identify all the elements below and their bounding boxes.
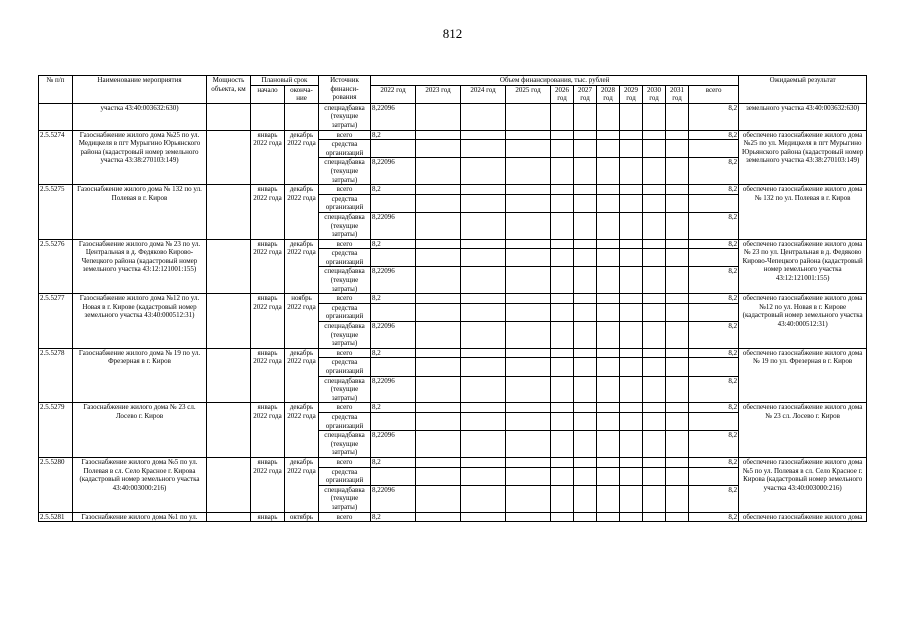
total-cell: 8,2 xyxy=(689,376,739,403)
source-cell: средства организаций xyxy=(319,249,371,267)
item-end: декабрь 2022 года xyxy=(285,403,319,458)
year-2022-cell: 8,2 xyxy=(371,457,416,467)
col-header-result: Ожидаемый результат xyxy=(739,76,867,104)
total-cell: 8,2 xyxy=(689,348,739,358)
item-number: 2.5.5274 xyxy=(39,130,73,185)
item-result: обеспечено газоснабжение жилого дома №12 по ул. Новая в г. Кирове (кадастровый номер земельного участка 43:40:000512:31) xyxy=(739,294,867,349)
item-number: 2.5.5279 xyxy=(39,403,73,458)
year-2022-cell: 8,2 xyxy=(371,403,416,413)
source-cell: спецнадбавка (текущие затраты) xyxy=(319,322,371,349)
year-2022-cell: 8,2 xyxy=(371,512,416,522)
source-cell: всего xyxy=(319,294,371,304)
year-2022-cell xyxy=(371,412,416,430)
source-cell: средства организаций xyxy=(319,358,371,376)
total-cell: 8,2 xyxy=(689,267,739,294)
continuation-y2022: 8,22096 xyxy=(371,103,416,130)
continuation-name: участка 43:40:003632:630) xyxy=(73,103,207,130)
year-2022-cell xyxy=(371,358,416,376)
source-cell: всего xyxy=(319,348,371,358)
year-2022-cell xyxy=(371,249,416,267)
item-start: январь 2022 года xyxy=(251,130,285,185)
year-2022-cell xyxy=(371,303,416,321)
col-header-year: 2031 год xyxy=(666,85,689,103)
table-row-partial xyxy=(39,512,867,522)
col-header-year: 2029 год xyxy=(620,85,643,103)
col-header-capacity: Мощность объекта, км xyxy=(207,76,251,104)
source-cell: средства организаций xyxy=(319,194,371,212)
table-row xyxy=(39,457,867,467)
table-row xyxy=(39,403,867,413)
year-2022-cell xyxy=(371,467,416,485)
total-cell: 8,2 xyxy=(689,185,739,195)
continuation-row xyxy=(39,103,867,130)
total-cell xyxy=(689,249,739,267)
item-end: декабрь 2022 года xyxy=(285,457,319,512)
item-end: ноябрь 2022 года xyxy=(285,294,319,349)
item-result: обеспечено газоснабжение жилого дома № 132 по ул. Полевая в г. Киров xyxy=(739,185,867,240)
item-result: обеспечено газоснабжение жилого дома № 23 сл. Лосево г. Киров xyxy=(739,403,867,458)
item-number: 2.5.5276 xyxy=(39,239,73,294)
item-name: Газоснабжение жилого дома №12 по ул. Новая в г. Кирове (кадастровый номер земельного участка 43:40:000512:31) xyxy=(73,294,207,349)
source-cell: средства организаций xyxy=(319,140,371,158)
item-result: обеспечено газоснабжение жилого дома № 19 по ул. Фрезерная в г. Киров xyxy=(739,348,867,403)
source-cell: спецнадбавка (текущие затраты) xyxy=(319,158,371,185)
year-2022-cell: 8,2 xyxy=(371,130,416,140)
source-cell: спецнадбавка (текущие затраты) xyxy=(319,212,371,239)
item-name: Газоснабжение жилого дома № 132 по ул. Полевая в г. Киров xyxy=(73,185,207,240)
item-result: обеспечено газоснабжение жилого дома № 23 по ул. Центральная в д. Федяково Кирово-Чепецкого района (кадастровый номер земельного участка 43:12:121001:155) xyxy=(739,239,867,294)
total-cell: 8,2 xyxy=(689,485,739,512)
col-header-no: № п/п xyxy=(39,76,73,104)
table-body xyxy=(39,103,867,521)
col-header-year: 2023 год xyxy=(416,85,461,103)
year-2022-cell: 8,22096 xyxy=(371,267,416,294)
item-start: январь 2022 года xyxy=(251,239,285,294)
year-2022-cell: 8,22096 xyxy=(371,431,416,458)
col-header-start: начало xyxy=(251,85,285,103)
year-2022-cell xyxy=(371,194,416,212)
col-header-year: 2030 год xyxy=(643,85,666,103)
item-result: обеспечено газоснабжение жилого дома №5 по ул. Полевая в сл. Село Красное г. Кирова (кадастровый номер земельного участка 43:40:003000:216) xyxy=(739,457,867,512)
total-cell xyxy=(689,140,739,158)
col-header-period: Плановый срок xyxy=(251,76,319,86)
col-header-year: 2028 год xyxy=(597,85,620,103)
total-cell xyxy=(689,358,739,376)
source-cell: всего xyxy=(319,457,371,467)
source-cell: спецнадбавка (текущие затраты) xyxy=(319,485,371,512)
item-start: январь 2022 года xyxy=(251,294,285,349)
col-header-year: 2022 год xyxy=(371,85,416,103)
item-name: Газоснабжение жилого дома № 19 по ул. Фрезерная в г. Киров xyxy=(73,348,207,403)
table-row xyxy=(39,130,867,140)
col-header-total: всего xyxy=(689,85,739,103)
item-end: декабрь 2022 года xyxy=(285,348,319,403)
year-2022-cell: 8,22096 xyxy=(371,212,416,239)
item-name: Газоснабжение жилого дома №25 по ул. Медицкеля в пгт Мурыгино Юрьянского района (кадастровый номер земельного участка 43:38:270103:149) xyxy=(73,130,207,185)
item-capacity xyxy=(207,512,251,522)
year-2022-cell: 8,22096 xyxy=(371,158,416,185)
item-capacity xyxy=(207,403,251,458)
financing-table xyxy=(38,75,867,522)
total-cell: 8,2 xyxy=(689,130,739,140)
table-row xyxy=(39,185,867,195)
total-cell: 8,2 xyxy=(689,512,739,522)
year-2022-cell: 8,22096 xyxy=(371,376,416,403)
source-cell: всего xyxy=(319,403,371,413)
total-cell: 8,2 xyxy=(689,431,739,458)
header-row-1 xyxy=(39,76,867,86)
total-cell xyxy=(689,467,739,485)
item-number: 2.5.5278 xyxy=(39,348,73,403)
total-cell xyxy=(689,412,739,430)
total-cell: 8,2 xyxy=(689,158,739,185)
year-2022-cell: 8,22096 xyxy=(371,485,416,512)
year-2022-cell: 8,2 xyxy=(371,239,416,249)
table-row xyxy=(39,294,867,304)
total-cell: 8,2 xyxy=(689,239,739,249)
source-cell: всего xyxy=(319,185,371,195)
year-2022-cell: 8,2 xyxy=(371,294,416,304)
total-cell: 8,2 xyxy=(689,403,739,413)
continuation-source: спецнадбавка (текущие затраты) xyxy=(319,103,371,130)
item-result: обеспечено газоснабжение жилого дома xyxy=(739,512,867,522)
year-2022-cell: 8,22096 xyxy=(371,322,416,349)
table-row xyxy=(39,239,867,249)
item-number: 2.5.5277 xyxy=(39,294,73,349)
item-end: декабрь 2022 года xyxy=(285,239,319,294)
item-start: январь xyxy=(251,512,285,522)
item-end: декабрь 2022 года xyxy=(285,185,319,240)
item-end: октябрь xyxy=(285,512,319,522)
item-end: декабрь 2022 года xyxy=(285,130,319,185)
item-name: Газоснабжение жилого дома №5 по ул. Полевая в сл. Село Красное г. Кирова (кадастровый номер земельного участка 43:40:003000:216) xyxy=(73,457,207,512)
total-cell: 8,2 xyxy=(689,457,739,467)
col-header-name: Наименование мероприятия xyxy=(73,76,207,104)
total-cell: 8,2 xyxy=(689,294,739,304)
total-cell: 8,2 xyxy=(689,322,739,349)
source-cell: всего xyxy=(319,239,371,249)
source-cell: средства организаций xyxy=(319,412,371,430)
year-2022-cell xyxy=(371,140,416,158)
item-start: январь 2022 года xyxy=(251,403,285,458)
source-cell: средства организаций xyxy=(319,303,371,321)
item-number: 2.5.5280 xyxy=(39,457,73,512)
col-header-financing: Объем финансирования, тыс. рублей xyxy=(371,76,739,86)
item-result: обеспечено газоснабжение жилого дома №25 по ул. Медицкеля в пгт Мурыгино Юрьянского района (кадастровый номер земельного участка 43:38:270103:149) xyxy=(739,130,867,185)
continuation-total: 8,2 xyxy=(689,103,739,130)
col-header-year: 2027 год xyxy=(574,85,597,103)
total-cell xyxy=(689,194,739,212)
item-number: 2.5.5281 xyxy=(39,512,73,522)
continuation-result: земельного участка 43:40:003632:630) xyxy=(739,103,867,130)
col-header-year: 2025 год xyxy=(506,85,551,103)
item-number: 2.5.5275 xyxy=(39,185,73,240)
item-start: январь 2022 года xyxy=(251,348,285,403)
page-number: 812 xyxy=(442,26,463,41)
source-cell: спецнадбавка (текущие затраты) xyxy=(319,431,371,458)
source-cell: всего xyxy=(319,512,371,522)
item-capacity xyxy=(207,239,251,294)
item-name: Газоснабжение жилого дома № 23 сл. Лосево г. Киров xyxy=(73,403,207,458)
item-name: Газоснабжение жилого дома № 23 по ул. Центральная в д. Федяково Кирово-Чепецкого района (кадастровый номер земельного участка 43:12:121001:155) xyxy=(73,239,207,294)
year-2022-cell: 8,2 xyxy=(371,185,416,195)
item-start: январь 2022 года xyxy=(251,185,285,240)
table-row xyxy=(39,348,867,358)
source-cell: средства организаций xyxy=(319,467,371,485)
col-header-source: Источник финанси-рования xyxy=(319,76,371,104)
item-capacity xyxy=(207,294,251,349)
year-2022-cell: 8,2 xyxy=(371,348,416,358)
item-start: январь 2022 года xyxy=(251,457,285,512)
col-header-year: 2026 год xyxy=(551,85,574,103)
col-header-end: оконча-ние xyxy=(285,85,319,103)
total-cell xyxy=(689,303,739,321)
source-cell: всего xyxy=(319,130,371,140)
item-capacity xyxy=(207,130,251,185)
item-name: Газоснабжение жилого дома №1 по ул. xyxy=(73,512,207,522)
source-cell: спецнадбавка (текущие затраты) xyxy=(319,267,371,294)
item-capacity xyxy=(207,457,251,512)
total-cell: 8,2 xyxy=(689,212,739,239)
source-cell: спецнадбавка (текущие затраты) xyxy=(319,376,371,403)
item-capacity xyxy=(207,348,251,403)
col-header-year: 2024 год xyxy=(461,85,506,103)
item-capacity xyxy=(207,185,251,240)
